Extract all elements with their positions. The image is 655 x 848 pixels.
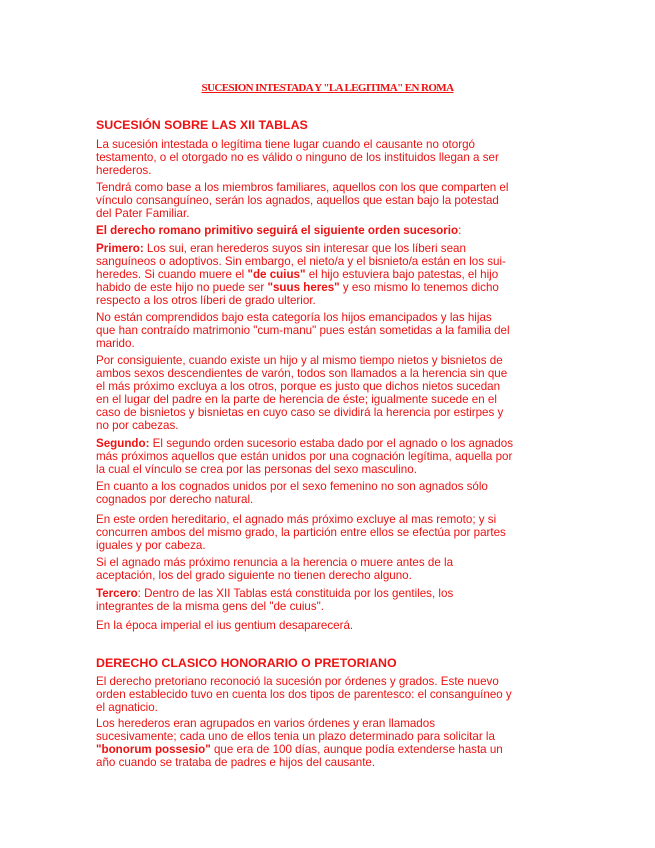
label-tercero: Tercero — [96, 587, 138, 600]
paragraph-base-familiar — [96, 181, 566, 220]
text-line — [96, 224, 566, 237]
text-line: sanguíneos o adoptivos. Sin embargo, el nieto/a y el bisnieto/a están en los sui- — [96, 255, 506, 268]
label-segundo: Segundo: — [96, 437, 150, 450]
paragraph-renuncia — [96, 556, 566, 582]
bold-text: "bonorum possesio" — [96, 743, 211, 756]
section-heading-xii-tablas: SUCESIÓN SOBRE LAS XII TABLAS — [96, 118, 308, 132]
label-primero: Primero: — [96, 242, 144, 255]
text-line — [96, 242, 566, 255]
text-line: Si el agnado más próximo renuncia a la herencia o muere antes de la — [96, 556, 454, 569]
text-line: En cuanto a los cognados unidos por el sexo femenino no son agnados sólo — [96, 480, 488, 493]
text-line: cognados por derecho natural. — [96, 493, 254, 506]
text-line: que han contraído matrimonio "cum-manu" pues están sometidas a la familia del — [96, 324, 510, 337]
text-line: caso de bisnietos y bisnietas en cuyo caso se dividirá la herencia por estirpes y — [96, 406, 504, 419]
text-line: Los herederos eran agrupados en varios órdenes y eran llamados — [96, 717, 436, 730]
text-line: marido. — [96, 337, 135, 350]
text-line: el agnaticio. — [96, 701, 158, 714]
text-line: el más próximo excluya a los otros, porque es justo que dichos nietos sucedan — [96, 380, 501, 393]
text-line: El derecho pretoriano reconoció la sucesión por órdenes y grados. Este nuevo — [96, 675, 499, 688]
paragraph-tercero — [96, 587, 566, 613]
text-line: no por cabezas. — [96, 419, 179, 432]
text-line: ambos sexos descendientes de varón, todos son llamados a la herencia sin que — [96, 367, 508, 380]
text-line: más próximos aquellos que están unidos por una cognación legítima, aquella por — [96, 450, 513, 463]
text-line: respecto a los otros líberi de grado ulterior. — [96, 294, 316, 307]
text-line: en el lugar del padre en la parte de herencia de éste; igualmente sucede en el — [96, 393, 497, 406]
text-line — [96, 281, 566, 294]
bold-text: "suus heres" — [267, 281, 340, 294]
paragraph-segundo — [96, 437, 566, 476]
paragraph-bonorum-possesio — [96, 717, 566, 769]
text-line: año cuando se trataba de padres e hijos del causante. — [96, 756, 376, 769]
text-line: No están comprendidos bajo esta categoría los hijos emancipados y las hijas — [96, 311, 492, 324]
paragraph-primero — [96, 242, 566, 307]
bold-text: El derecho romano primitivo seguirá el siguiente orden sucesorio — [96, 224, 459, 237]
text-line: testamento, o el otorgado no es válido o ninguno de los instituidos llegan a ser — [96, 151, 499, 164]
text-run: habido de este hijo no puede ser — [96, 281, 268, 294]
text-line — [96, 743, 566, 756]
section-heading-pretoriano: DERECHO CLASICO HONORARIO O PRETORIANO — [96, 656, 397, 670]
text-line: iguales y por cabeza. — [96, 539, 206, 552]
paragraph-intestada — [96, 138, 566, 177]
text-line — [96, 437, 566, 450]
text-line: vínculo consanguíneo, serán los agnados, aquellos que estan bajo la potestad — [96, 194, 499, 207]
text-line: aceptación, los del grado siguiente no tienen derecho alguno. — [96, 569, 412, 582]
text-line: Por consiguiente, cuando existe un hijo y al mismo tiempo nietos y bisnietos de — [96, 354, 503, 367]
text-run: que era de 100 días, aunque podía extenderse hasta un — [210, 743, 503, 756]
text-line: orden establecido tuvo en cuenta los dos tipos de parentesco: el consanguíneo y — [96, 688, 512, 701]
text-line: la cual el vínculo se crea por las personas del sexo masculino. — [96, 463, 417, 476]
text-line — [96, 587, 566, 600]
paragraph-cognados — [96, 480, 566, 506]
text-run: El segundo orden sucesorio estaba dado por el agnado o los agnados — [149, 437, 513, 450]
text-line — [96, 268, 566, 281]
paragraph-orden-sucesorio — [96, 224, 566, 237]
text-line: concurren ambos del mismo grado, la partición entre ellos se efectúa por partes — [96, 526, 506, 539]
text-run: heredes. Si cuando muere el — [96, 268, 248, 281]
paragraph-pretoriano — [96, 675, 566, 714]
text-run: : Dentro de las XII Tablas está constituida por los gentiles, los — [137, 587, 454, 600]
text-line: del Pater Familiar. — [96, 207, 190, 220]
text-line: La sucesión intestada o legítima tiene lugar cuando el causante no otorgó — [96, 138, 475, 151]
document-title: SUCESION INTESTADA Y "LA LEGITIMA" EN ROMA — [201, 82, 454, 94]
paragraph-nietos — [96, 354, 566, 432]
text-line: sucesivamente; cada uno de ellos tenia un plazo determinado para solicitar la — [96, 730, 495, 743]
text-line: Tendrá como base a los miembros familiares, aquellos con los que comparten el — [96, 181, 509, 194]
text-line: herederos. — [96, 164, 152, 177]
text-run: Los sui, eran herederos suyos sin interesar que los líberi sean — [146, 242, 466, 255]
text-line: En la época imperial el ius gentium desaparecerá. — [96, 619, 354, 632]
paragraph-ius-gentium — [96, 619, 566, 632]
bold-text: "de cuius" — [247, 268, 306, 281]
text-run: y eso mismo lo tenemos dicho — [339, 281, 499, 294]
text-run: el hijo estuviera bajo patestas, el hijo — [305, 268, 499, 281]
text-line: integrantes de la misma gens del "de cuius". — [96, 600, 324, 613]
text-line: En este orden hereditario, el agnado más próximo excluye al mas remoto; y si — [96, 513, 497, 526]
text-run: : — [458, 224, 462, 237]
paragraph-orden-hereditario — [96, 513, 566, 552]
paragraph-emancipados — [96, 311, 566, 350]
